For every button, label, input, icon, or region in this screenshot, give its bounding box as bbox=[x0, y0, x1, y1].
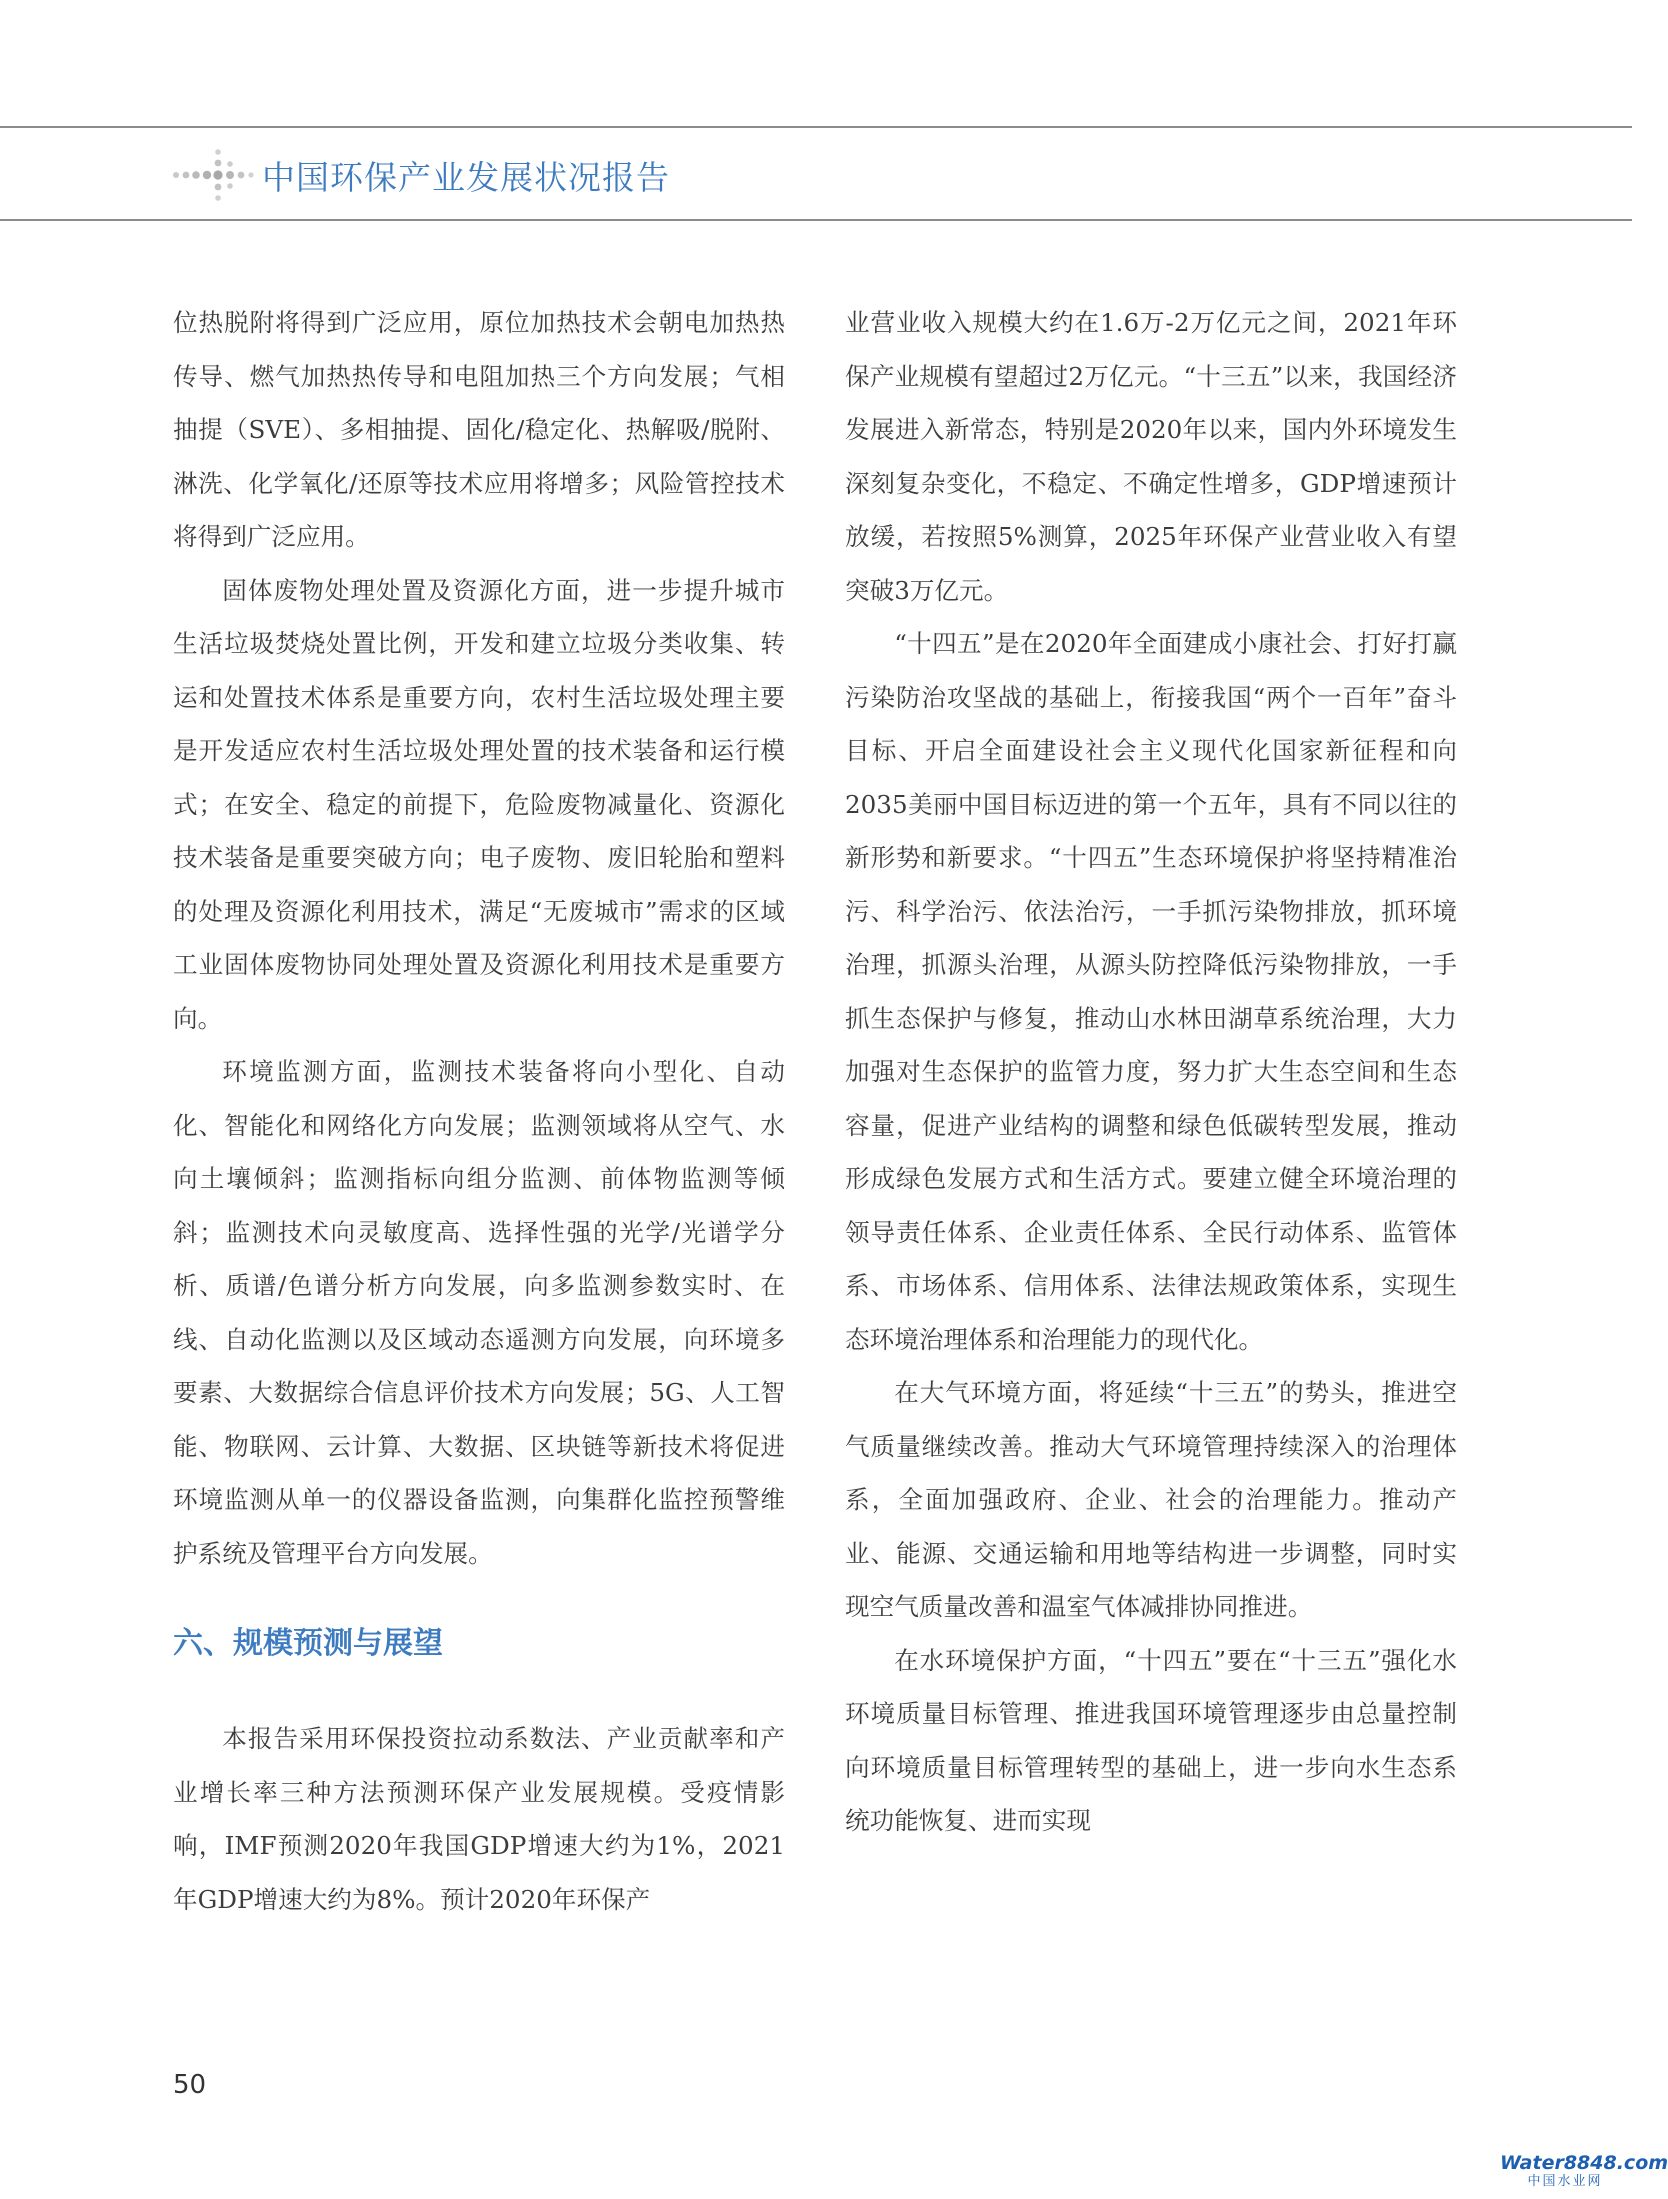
watermark-subtitle: 中国水业网 bbox=[1527, 2174, 1603, 2189]
paragraph: “十四五”是在2020年全面建成小康社会、打好打赢污染防治攻坚战的基础上，衔接我国“两个一百年”奋斗目标、开启全面建设社会主义现代化国家新征程和向2035美丽中国目标迈进的第一个五年，具有不同以往的新形势和新要求。“十四五”生态环境保护将坚持精准治污、科学治污、依法治污，一手抓污染物排放，抓环境治理，抓源头治理，从源头防控降低污染物排放，一手抓生态保护与修复，推动山水林田湖草系统治理，大力加强对生态保护的监管力度，努力扩大生态空间和生态容量，促进产业结构的调整和绿色低碳转型发展，推动形成绿色发展方式和生活方式。要建立健全环境治理的领导责任体系、企业责任体系、全民行动体系、监管体系、市场体系、信用体系、法律法规政策体系，实现生态环境治理体系和治理能力的现代化。 bbox=[845, 629, 1457, 1354]
paragraph: 业营业收入规模大约在1.6万-2万亿元之间，2021年环保产业规模有望超过2万亿元。“十三五”以来，我国经济发展进入新常态，特别是2020年以来，国内外环境发生深刻复杂变化，不稳定、不确定性增多，GDP增速预计放缓，若按照5%测算，2025年环保产业营业收入有望突破3万亿元。 bbox=[845, 308, 1457, 605]
paragraph: 位热脱附将得到广泛应用，原位加热技术会朝电加热热传导、燃气加热热传导和电阻加热三个方向发展；气相抽提（SVE）、多相抽提、固化/稳定化、热解吸/脱附、淋洗、化学氧化/还原等技术应用将增多；风险管控技术将得到广泛应用。 bbox=[173, 308, 785, 551]
paragraph: 在水环境保护方面，“十四五”要在“十三五”强化水环境质量目标管理、推进我国环境管理逐步由总量控制向环境质量目标管理转型的基础上，进一步向水生态系统功能恢复、进而实现 bbox=[845, 1645, 1457, 1835]
section-heading: 六、规模预测与展望 bbox=[173, 1626, 443, 1661]
paragraph: 环境监测方面，监测技术装备将向小型化、自动化、智能化和网络化方向发展；监测领域将从空气、水向土壤倾斜；监测指标向组分监测、前体物监测等倾斜；监测技术向灵敏度高、选择性强的光学/光谱学分析、质谱/色谱分析方向发展，向多监测参数实时、在线、自动化监测以及区域动态遥测方向发展，向环境多要素、大数据综合信息评价技术方向发展；5G、人工智能、物联网、云计算、大数据、区块链等新技术将促进环境监测从单一的仪器设备监测，向集群化监控预警维护系统及管理平台方向发展。 bbox=[173, 1057, 785, 1568]
report-title: 中国环保产业发展状况报告 bbox=[262, 158, 670, 197]
watermark-logo-text: Water8848.com bbox=[1500, 2152, 1668, 2174]
right-column bbox=[845, 296, 1457, 1848]
dot-arrow-icon bbox=[172, 145, 262, 205]
header-top-rule bbox=[0, 126, 1632, 128]
left-column bbox=[173, 296, 785, 1926]
watermark-logo bbox=[1500, 2152, 1668, 2190]
paragraph: 固体废物处理处置及资源化方面，进一步提升城市生活垃圾焚烧处置比例，开发和建立垃圾分类收集、转运和处置技术体系是重要方向，农村生活垃圾处理主要是开发适应农村生活垃圾处理处置的技术装备和运行模式；在安全、稳定的前提下，危险废物减量化、资源化技术装备是重要突破方向；电子废物、废旧轮胎和塑料的处理及资源化利用技术，满足“无废城市”需求的区域工业固体废物协同处理处置及资源化利用技术是重要方向。 bbox=[173, 575, 785, 1033]
paragraph: 本报告采用环保投资拉动系数法、产业贡献率和产业增长率三种方法预测环保产业发展规模。受疫情影响，IMF预测2020年我国GDP增速大约为1%，2021年GDP增速大约为8%。预计2020年环保产 bbox=[173, 1724, 785, 1914]
page-number: 50 bbox=[173, 2070, 207, 2100]
header-bottom-rule bbox=[0, 219, 1632, 221]
paragraph: 在大气环境方面，将延续“十三五”的势头，推进空气质量继续改善。推动大气环境管理持续深入的治理体系，全面加强政府、企业、社会的治理能力。推动产业、能源、交通运输和用地等结构进一步调整，同时实现空气质量改善和温室气体减排协同推进。 bbox=[845, 1378, 1457, 1621]
